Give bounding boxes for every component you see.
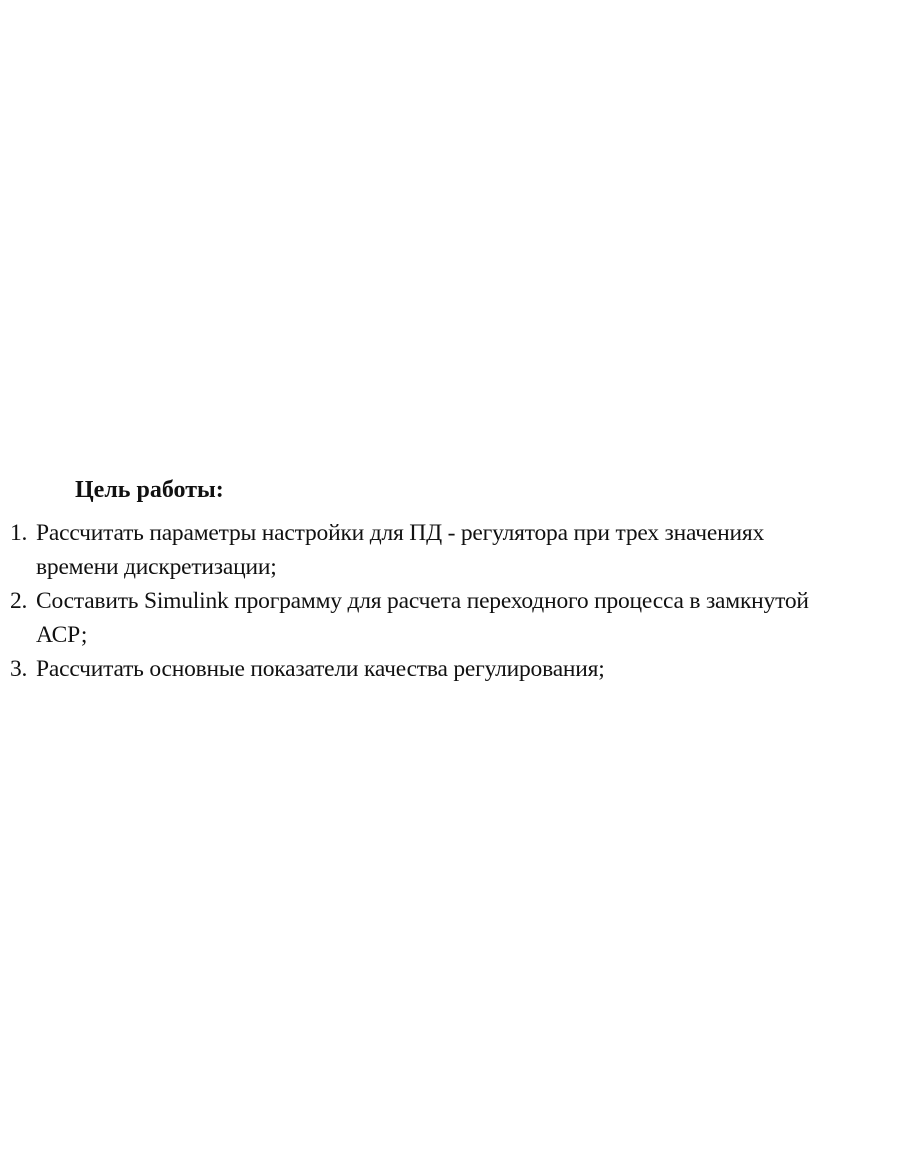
goal-text-line: Рассчитать основные показатели качества регулирования; xyxy=(36,656,605,682)
goal-number: 1. xyxy=(10,520,28,546)
goal-item-2 xyxy=(0,584,905,652)
goal-text-line: Составить Simulink программу для расчета переходного процесса в замкнутой xyxy=(36,588,809,614)
goal-item-3 xyxy=(0,652,905,686)
goal-item-1 xyxy=(0,516,905,584)
goals-list xyxy=(0,516,905,686)
goal-text-line: времени дискретизации; xyxy=(36,554,277,580)
goal-text-line: АСР; xyxy=(36,622,88,648)
goal-text-line: Рассчитать параметры настройки для ПД - регулятора при трех значениях xyxy=(36,520,765,546)
goal-number: 3. xyxy=(10,656,28,682)
goal-number: 2. xyxy=(10,588,28,614)
section-heading: Цель работы: xyxy=(75,477,224,503)
